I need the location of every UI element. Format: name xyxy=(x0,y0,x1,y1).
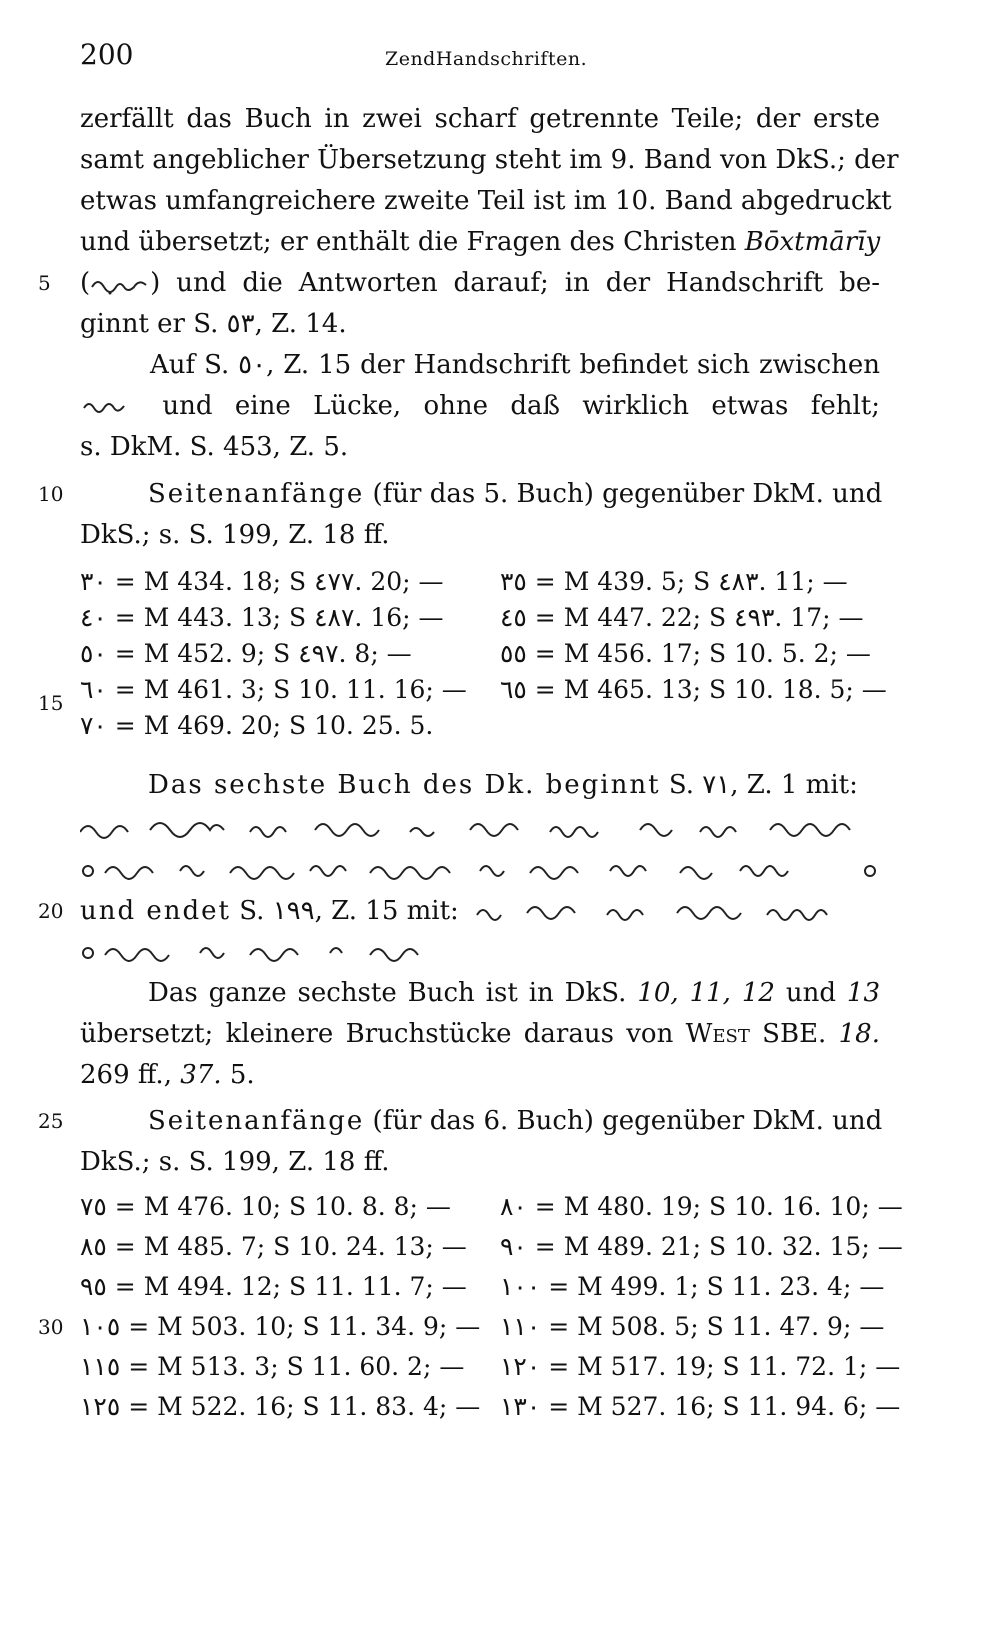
table-cell: ٩٠ = M 489. 21; S 10. 32. 15; — xyxy=(500,1232,903,1261)
line-number-5: 5 xyxy=(38,271,51,295)
table-row xyxy=(80,709,880,743)
text-segment: und übersetzt; er enthält die Fragen des Christen xyxy=(80,227,745,257)
text-segment: übersetzt; kleinere Bruchstücke daraus von xyxy=(80,1019,686,1049)
table-cell: ٧٠ = M 469. 20; S 10. 25. 5. xyxy=(80,711,434,740)
paren-open: ( xyxy=(80,268,91,298)
page-concordance-table-6 xyxy=(80,1190,903,1421)
table-cell: ٩٥ = M 494. 12; S 11. 11. 7; — xyxy=(80,1272,467,1301)
table-row xyxy=(80,1350,901,1384)
pahlavi-word-glyph xyxy=(80,395,140,419)
table-row xyxy=(80,1310,885,1344)
heading-spaced: Seitenanfänge xyxy=(148,1106,365,1136)
text-line xyxy=(80,1017,880,1051)
text-segment: 269 ff., xyxy=(80,1060,181,1090)
pahlavi-script-line xyxy=(80,812,880,855)
table-row xyxy=(80,601,880,635)
table-row xyxy=(80,673,887,707)
text-segment: S. ١٩٩, Z. 15 mit: xyxy=(231,896,459,926)
pahlavi-script-glyphs xyxy=(80,853,880,887)
table-row xyxy=(80,565,880,599)
text-line xyxy=(80,1058,880,1092)
volume-ref: 13 xyxy=(846,978,881,1008)
text-segment: ) und die Antworten darauf; in der Handschrift be- xyxy=(150,268,880,298)
text-line xyxy=(80,266,880,300)
pahlavi-script-glyphs xyxy=(80,812,880,846)
line-number-10: 10 xyxy=(38,482,64,506)
text-line xyxy=(148,768,880,802)
pahlavi-word-glyph xyxy=(90,272,150,296)
text-line: ginnt er S. ٥٣, Z. 14. xyxy=(80,309,347,339)
table-row xyxy=(80,1230,903,1264)
text-line: zerfällt das Buch in zwei scharf getrennte Teile; der erste xyxy=(80,104,880,134)
text-segment: Das ganze sechste Buch ist in DkS. xyxy=(148,978,638,1008)
table-cell: ١٠٥ = M 503. 10; S 11. 34. 9; — xyxy=(80,1312,481,1341)
line-number-15: 15 xyxy=(38,691,64,715)
text-line: DkS.; s. S. 199, Z. 18 ff. xyxy=(80,1147,390,1177)
text-line: samt angeblicher Übersetzung steht im 9. Band von DkS.; der xyxy=(80,145,899,175)
text-line: etwas umfangreichere zweite Teil ist im 10. Band abgedruckt xyxy=(80,186,892,216)
table-row xyxy=(80,637,880,671)
table-cell: ١٣٠ = M 527. 16; S 11. 94. 6; — xyxy=(500,1392,901,1421)
text-segment: Das sechste Buch des Dk. beginnt xyxy=(148,770,661,800)
table-cell: ٨٥ = M 485. 7; S 10. 24. 13; — xyxy=(80,1232,467,1261)
text-segment: und endet xyxy=(80,896,232,926)
pahlavi-script-glyphs xyxy=(80,935,480,969)
text-segment: SBE. xyxy=(749,1019,839,1049)
volume-ref: 37. xyxy=(180,1060,222,1090)
table-cell: ٧٥ = M 476. 10; S 10. 8. 8; — xyxy=(80,1192,451,1221)
text-line xyxy=(80,389,880,423)
heading-spaced: Seitenanfänge xyxy=(148,479,365,509)
section-heading xyxy=(148,1104,883,1138)
table-cell: ٥٥ = M 456. 17; S 10. 5. 2; — xyxy=(500,639,871,668)
text-segment: S. ٧١, Z. 1 mit: xyxy=(660,770,858,800)
text-line xyxy=(80,225,880,259)
text-line: s. DkM. S. 453, Z. 5. xyxy=(80,432,349,462)
table-cell: ٦٥ = M 465. 13; S 10. 18. 5; — xyxy=(500,675,887,704)
table-cell: ١٢٥ = M 522. 16; S 11. 83. 4; — xyxy=(80,1392,481,1421)
table-cell: ٣٥ = M 439. 5; S ٤٨٣. 11; — xyxy=(500,567,848,596)
table-cell: ٨٠ = M 480. 19; S 10. 16. 10; — xyxy=(500,1192,903,1221)
page-concordance-table-5 xyxy=(80,565,887,745)
running-title: ZendHandschriften. xyxy=(385,48,588,70)
table-cell: ٤٠ = M 443. 13; S ٤٨٧. 16; — xyxy=(80,603,444,632)
volume-ref: 18. xyxy=(838,1019,880,1049)
table-cell: ٤٥ = M 447. 22; S ٤٩٣. 17; — xyxy=(500,603,864,632)
text-line xyxy=(80,894,880,928)
section-heading xyxy=(148,477,883,511)
heading-rest: (für das 6. Buch) gegenüber DkM. und xyxy=(364,1106,883,1136)
heading-rest: (für das 5. Buch) gegenüber DkM. und xyxy=(364,479,883,509)
text-line xyxy=(148,976,880,1010)
table-cell: ١١٥ = M 513. 3; S 11. 60. 2; — xyxy=(80,1352,465,1381)
pahlavi-script-glyphs xyxy=(467,897,867,927)
pahlavi-script-line xyxy=(80,935,880,978)
text-segment: und eine Lücke, ohne daß wirklich etwas fehlt; xyxy=(162,391,880,421)
text-line: Auf S. ٥٠, Z. 15 der Handschrift befindet sich zwischen xyxy=(150,350,880,380)
table-cell: ٦٠ = M 461. 3; S 10. 11. 16; — xyxy=(80,675,467,704)
page-number: 200 xyxy=(80,38,134,71)
line-number-30: 30 xyxy=(38,1315,64,1339)
table-cell: ٣٠ = M 434. 18; S ٤٧٧. 20; — xyxy=(80,567,444,596)
name-boxtmariy: Bōxtmārīy xyxy=(744,227,881,257)
table-cell: ١١٠ = M 508. 5; S 11. 47. 9; — xyxy=(500,1312,885,1341)
table-cell: ١٠٠ = M 499. 1; S 11. 23. 4; — xyxy=(500,1272,885,1301)
table-row xyxy=(80,1270,885,1304)
pahlavi-script-line xyxy=(80,853,880,896)
text-line: DkS.; s. S. 199, Z. 18 ff. xyxy=(80,520,390,550)
table-cell: ١٢٠ = M 517. 19; S 11. 72. 1; — xyxy=(500,1352,901,1381)
author-west: West xyxy=(685,1019,750,1049)
volume-refs: 10, 11, 12 xyxy=(637,978,775,1008)
table-row xyxy=(80,1390,901,1424)
line-number-20: 20 xyxy=(38,899,64,923)
line-number-25: 25 xyxy=(38,1109,64,1133)
table-cell: ٥٠ = M 452. 9; S ٤٩٧. 8; — xyxy=(80,639,412,668)
text-segment: und xyxy=(774,978,847,1008)
text-segment: 5. xyxy=(221,1060,255,1090)
table-row xyxy=(80,1190,903,1224)
